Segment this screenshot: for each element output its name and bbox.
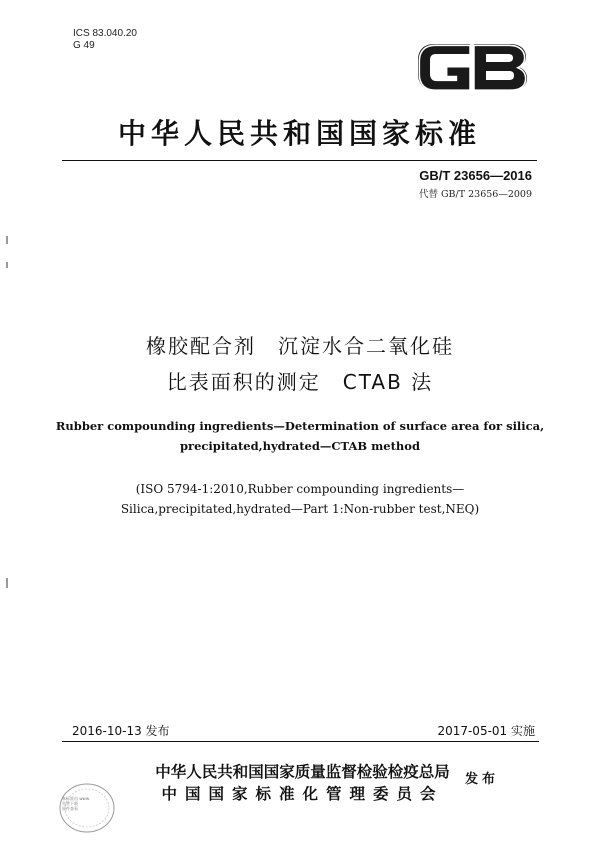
top-divider bbox=[62, 160, 537, 161]
iso-reference-line-2: Silica,precipitated,hydrated—Part 1:Non-rubber test,NEQ) bbox=[120, 502, 480, 516]
standard-number: GB/T 23656—2016 bbox=[419, 168, 532, 183]
bottom-divider bbox=[62, 741, 539, 742]
standard-type-title: 中华人民共和国国家标准 bbox=[117, 117, 481, 150]
chinese-title-line-1: 橡胶配合剂 沉淀水合二氧化硅 bbox=[146, 334, 454, 358]
stamp-line-3: 原件查看 bbox=[62, 806, 78, 811]
gb-logo-glyph-b bbox=[474, 44, 527, 90]
scan-mark bbox=[6, 236, 8, 244]
gb-logo-glyph-g bbox=[418, 44, 470, 90]
replaces-standard: 代替 GB/T 23656—2009 bbox=[418, 189, 532, 200]
stamp-line-1: 本标准由 www. bbox=[62, 796, 90, 801]
english-title-line-1: Rubber compounding ingredients—Determination of surface area for silica, bbox=[55, 419, 545, 433]
scan-mark bbox=[6, 578, 8, 588]
stamp-text bbox=[62, 796, 114, 811]
issuing-organization-1: 中华人民共和国国家质量监督检验检疫总局 bbox=[155, 763, 450, 781]
scan-mark bbox=[6, 262, 8, 268]
issuing-organization-2: 中国国家标准化管理委员会 bbox=[161, 785, 444, 803]
english-title-line-2: precipitated,hydrated—CTAB method bbox=[180, 439, 420, 453]
stamp-line-2: 免费下载 bbox=[62, 801, 78, 806]
publish-label: 发布 bbox=[465, 772, 500, 787]
ics-code: ICS 83.040.20 bbox=[73, 28, 137, 39]
gb-logo bbox=[412, 36, 532, 98]
chinese-title-line-2: 比表面积的测定 CTAB 法 bbox=[166, 370, 434, 394]
issue-date: 2016-10-13 发布 bbox=[72, 724, 170, 738]
iso-reference-line-1: (ISO 5794-1:2010,Rubber compounding ingredients— bbox=[135, 482, 465, 496]
implementation-date: 2017-05-01 实施 bbox=[437, 724, 535, 738]
ccs-code: G 49 bbox=[73, 40, 95, 51]
